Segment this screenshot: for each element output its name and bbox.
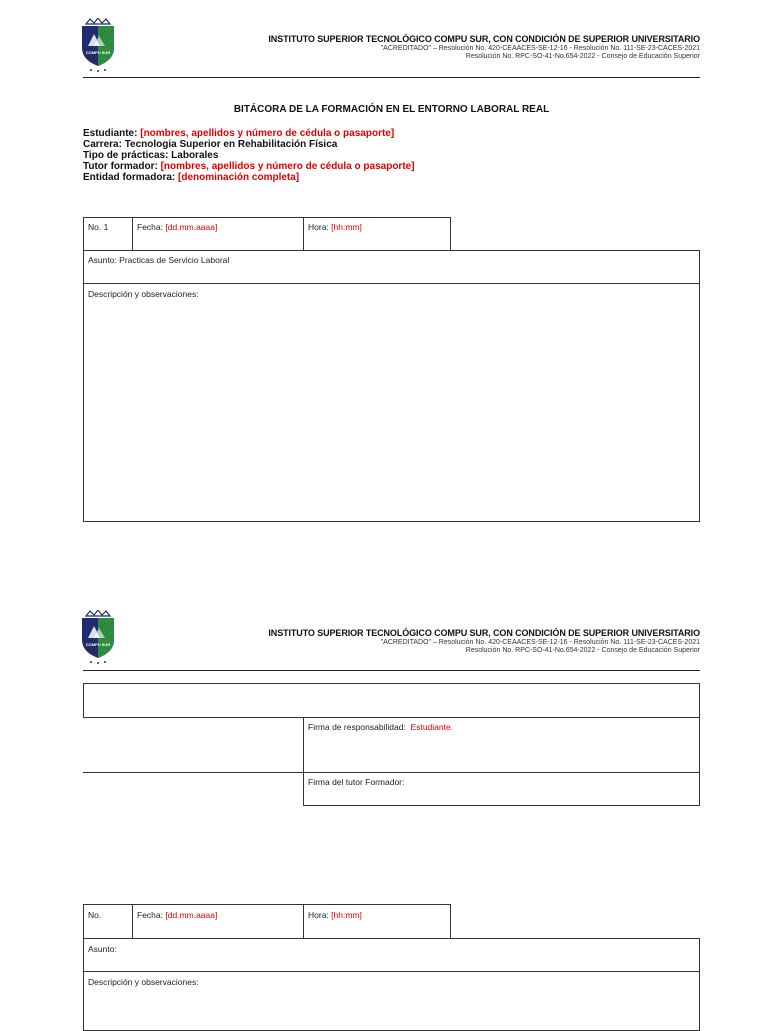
header-rule — [83, 77, 700, 78]
hora-label: Hora: — [308, 910, 329, 920]
svg-text:COMPU SUR: COMPU SUR — [85, 642, 111, 647]
fecha-value: [dd.mm.aaaa] — [165, 910, 218, 920]
entidad-label: Entidad formadora: — [83, 172, 176, 183]
entry1-description-label: Descripción y observaciones: — [88, 289, 199, 299]
entidad-value: [denominación completa] — [178, 172, 300, 183]
tipo-line: Tipo de prácticas: Laborales — [83, 150, 219, 161]
hora-value: [hh:mm] — [331, 910, 362, 920]
page1-header-text — [268, 34, 700, 60]
logo — [78, 610, 118, 662]
estudiante-label: Estudiante: — [83, 128, 138, 139]
fecha-label: Fecha: — [137, 910, 163, 920]
entry1-hora[interactable] — [308, 222, 362, 232]
logo-shield-icon — [78, 610, 118, 664]
signature-top-cell[interactable] — [83, 683, 700, 718]
estudiante-line — [83, 128, 415, 139]
resolution-line: Resolución No. RPC-SO-41-No.654-2022 - Consejo de Educación Superior — [465, 53, 700, 60]
tutor-value: [nombres, apellidos y número de cédula o pasaporte] — [160, 161, 415, 172]
hora-label: Hora: — [308, 222, 329, 232]
entry1-no: No. 1 — [88, 222, 109, 232]
entry1-asunto: Asunto: Practicas de Servicio Laboral — [88, 255, 230, 265]
entry2-hora[interactable] — [308, 910, 362, 920]
page-title: BITÁCORA DE LA FORMACIÓN EN EL ENTORNO LABORAL REAL — [233, 104, 550, 115]
institution-name: INSTITUTO SUPERIOR TECNOLÓGICO COMPU SUR, CON CONDICIÓN DE SUPERIOR UNIVERSITARIO — [268, 34, 700, 44]
entry1-fecha[interactable] — [137, 222, 217, 232]
entry2-no: No. — [88, 910, 102, 920]
tutor-line — [83, 161, 415, 172]
logo-shield-icon — [78, 18, 118, 72]
resolution-line: Resolución No. RPC-SO-41-No.654-2022 - Consejo de Educación Superior — [465, 647, 700, 654]
entry2-asunto: Asunto: — [88, 944, 117, 954]
entry2-fecha[interactable] — [137, 910, 217, 920]
header-rule — [83, 670, 700, 671]
responsabilidad-text — [308, 722, 453, 732]
entry2-asunto-cell[interactable] — [83, 938, 700, 972]
fecha-value: [dd.mm.aaaa] — [165, 222, 218, 232]
svg-text:COMPU SUR: COMPU SUR — [85, 50, 111, 55]
tutor-signature-label: Firma del tutor Formador: — [308, 777, 405, 787]
accreditation-line: "ACREDITADO" – Resolución No. 420-CEAACES-SE-12-16 - Resolución No. 111-SE-23-CACES-2021 — [380, 45, 700, 52]
tutor-label: Tutor formador: — [83, 161, 158, 172]
logo — [78, 18, 118, 70]
entry2-description-label: Descripción y observaciones: — [88, 977, 199, 987]
meta-block — [83, 128, 415, 183]
responsabilidad-label: Firma de responsabilidad: — [308, 722, 406, 732]
accreditation-line: "ACREDITADO" – Resolución No. 420-CEAACES-SE-12-16 - Resolución No. 111-SE-23-CACES-2021 — [380, 639, 700, 646]
hora-value: [hh:mm] — [331, 222, 362, 232]
entidad-line — [83, 172, 415, 183]
fecha-label: Fecha: — [137, 222, 163, 232]
responsabilidad-value: Estudiante. — [410, 722, 454, 732]
carrera-line: Carrera: Tecnologia Superior en Rehabilitación Física — [83, 139, 338, 150]
estudiante-value: [nombres, apellidos y número de cédula o pasaporte] — [140, 128, 395, 139]
page2-header-text — [268, 628, 700, 654]
institution-name: INSTITUTO SUPERIOR TECNOLÓGICO COMPU SUR, CON CONDICIÓN DE SUPERIOR UNIVERSITARIO — [268, 628, 700, 638]
entry1-description-cell[interactable] — [83, 283, 700, 522]
